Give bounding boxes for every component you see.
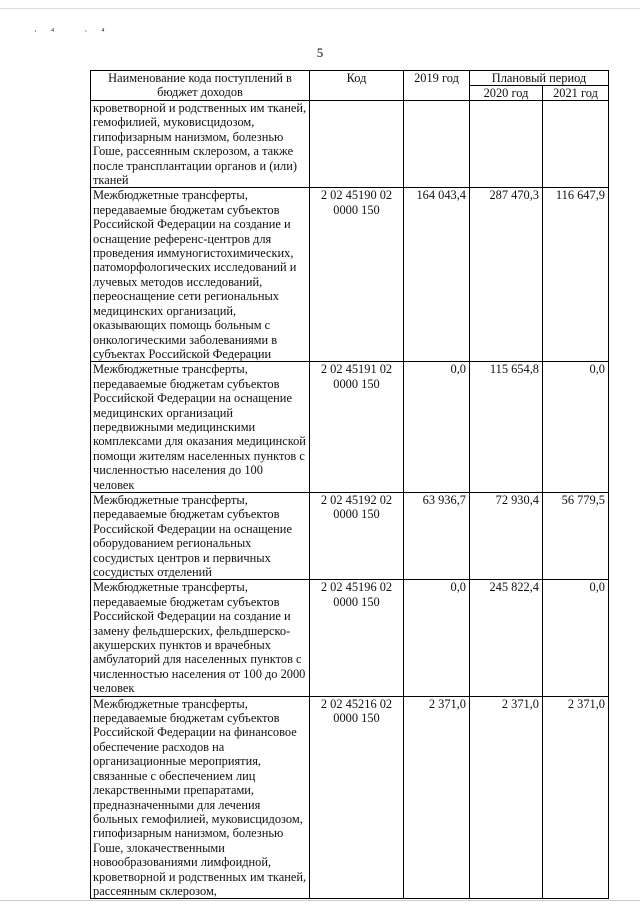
row-code: 2 02 45192 02 0000 150 [310,492,404,579]
row-value-2019 [404,101,470,188]
header-year-2020: 2020 год [470,86,543,101]
row-code: 2 02 45190 02 0000 150 [310,188,404,362]
row-code: 2 02 45191 02 0000 150 [310,362,404,493]
row-value-2021: 2 371,0 [543,696,609,899]
page-bottom-edge [0,900,640,905]
table-row [91,101,609,188]
row-value-2019: 0,0 [404,362,470,493]
table-row [91,362,609,493]
row-value-2019: 164 043,4 [404,188,470,362]
table-row [91,188,609,362]
header-year-2019: 2019 год [404,71,470,101]
row-value-2019: 0,0 [404,580,470,696]
row-name: Межбюджетные трансферты, передаваемые бюджетам субъектов Российской Федерации на финансовое обеспечение расходов на организационные мероприятия, связанные с обеспечением лиц лекарственными препаратами, предназначенными для лечения больных гемофилией, муковисцидозом, гипофизарным нанизмом, болезнью Гоше, злокачественными новообразованиями лимфоидной, кроветворной и родственных им тканей, рассеянным склерозом, [91,696,310,899]
row-value-2021 [543,101,609,188]
row-name: Межбюджетные трансферты, передаваемые бюджетам субъектов Российской Федерации на создание и оснащение референс-центров для проведения иммуногистохимических, патоморфологических исследований и лучевых методов исследований, переоснащение сети региональных медицинских организаций, оказывающих помощь больным с онкологическими заболеваниями в субъектах Российской Федерации [91,188,310,362]
row-code [310,101,404,188]
row-value-2021: 116 647,9 [543,188,609,362]
row-value-2020: 2 371,0 [470,696,543,899]
header-code: Код [310,71,404,101]
row-value-2019: 63 936,7 [404,492,470,579]
table-row [91,580,609,696]
row-value-2020 [470,101,543,188]
row-code: 2 02 45216 02 0000 150 [310,696,404,899]
row-value-2020: 287 470,3 [470,188,543,362]
row-name: Межбюджетные трансферты, передаваемые бюджетам субъектов Российской Федерации на оснащение оборудованием региональных сосудистых центров и первичных сосудистых отделений [91,492,310,579]
row-name: Межбюджетные трансферты, передаваемые бюджетам субъектов Российской Федерации на оснащение медицинских организаций передвижными медицинскими комплексами для оказания медицинской помощи жителям населенных пунктов с численностью населения до 100 человек [91,362,310,493]
revenue-table [90,70,609,899]
row-value-2020: 72 930,4 [470,492,543,579]
table-row [91,696,609,899]
header-planned-period: Плановый период [470,71,609,86]
row-name: кроветворной и родственных им тканей, гемофилией, муковисцидозом, гипофизарным нанизмом, болезнью Гоше, рассеянным склерозом, а также после трансплантации органов и (или) тканей [91,101,310,188]
row-value-2021: 0,0 [543,580,609,696]
header-year-2021: 2021 год [543,86,609,101]
page-top-edge [0,0,640,9]
row-value-2020: 245 822,4 [470,580,543,696]
row-value-2019: 2 371,0 [404,696,470,899]
page-number: 5 [316,45,324,60]
row-code: 2 02 45196 02 0000 150 [310,580,404,696]
row-value-2021: 0,0 [543,362,609,493]
header-name: Наименование кода поступлений в бюджет доходов [91,71,310,101]
scan-marks: ·⁴ ·⁴ [34,26,119,36]
row-name: Межбюджетные трансферты, передаваемые бюджетам субъектов Российской Федерации на создание и замену фельдшерских, фельдшерско-акушерских пунктов и врачебных амбулаторий для населенных пунктов с численностью населения от 100 до 2000 человек [91,580,310,696]
table-row [91,492,609,579]
row-value-2020: 115 654,8 [470,362,543,493]
row-value-2021: 56 779,5 [543,492,609,579]
